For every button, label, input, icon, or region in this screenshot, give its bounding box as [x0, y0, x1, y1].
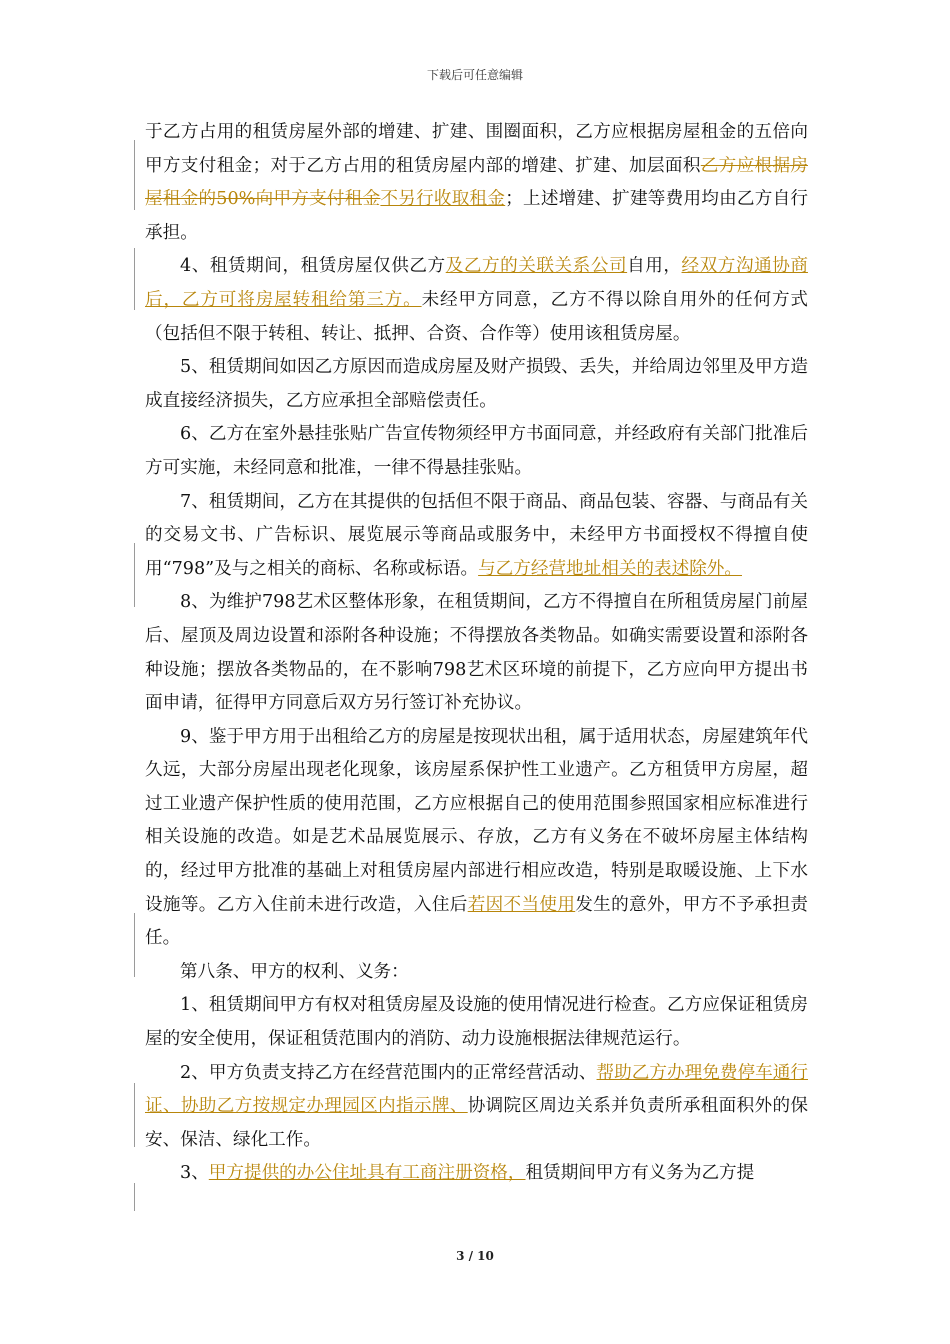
revision-bar — [134, 543, 135, 607]
inserted-text: 甲方提供的办公住址具有工商注册资格， — [208, 1163, 526, 1184]
revision-bar — [134, 140, 135, 210]
revision-bar — [134, 1083, 135, 1147]
inserted-text: 若因不当使用 — [467, 894, 576, 915]
revision-bar — [134, 1183, 135, 1211]
paragraph-continuation: 于乙方占用的租赁房屋外部的增建、扩建、围圈面积，乙方应根据房屋租金的五倍向甲方支付租金；对于乙方占用的租赁房屋内部的增建、扩建、加层面积乙方应根据房屋租金的50%向甲方支付租金不另行收取租金；上述增建、扩建等费用均由乙方自行承担。 — [145, 122, 808, 243]
inserted-text: 与乙方经营地址相关的表述除外。 — [478, 558, 742, 579]
inserted-text: 经双方沟通协商后，乙方可将房屋转租给第三方。 — [145, 256, 808, 310]
document-body — [145, 116, 808, 1191]
clause-9: 9、鉴于甲方用于出租给乙方的房屋是按现状出租，属于适用状态，房屋建筑年代久远，大部分房屋出现老化现象，该房屋系保护性工业遗产。乙方租赁甲方房屋，超过工业遗产保护性质的使用范围，乙方应根据自己的使用范围参照国家相应标准进行相关设施的改造。如是艺术品展览展示、存放，乙方有义务在不破坏房屋主体结构的，经过甲方批准的基础上对租赁房屋内部进行相应改造，特别是取暖设施、上下水设施等。乙方入住前未进行改造，入住后若因不当使用发生的意外，甲方不予承担责任。 — [145, 726, 808, 949]
inserted-text: 及乙方的关联关系公司 — [445, 256, 628, 277]
article-8-clause-2: 2、甲方负责支持乙方在经营范围内的正常经营活动、帮助乙方办理免费停车通行证、协助乙方按规定办理园区内指示牌、协调院区周边关系并负责所承租面积外的保安、保洁、绿化工作。 — [145, 1062, 808, 1150]
article-8-heading: 第八条、甲方的权利、义务： — [180, 961, 409, 982]
clause-7: 7、租赁期间，乙方在其提供的包括但不限于商品、商品包装、容器、与商品有关的交易文书、广告标识、展览展示等商品或服务中，未经甲方书面授权不得擅自使用“798”及与之相关的商标、名称或标语。与乙方经营地址相关的表述除外。 — [145, 491, 808, 579]
article-8-clause-1: 1、租赁期间甲方有权对租赁房屋及设施的使用情况进行检查。乙方应保证租赁房屋的安全使用，保证租赁范围内的消防、动力设施根据法律规范运行。 — [145, 995, 808, 1050]
revision-bar — [134, 913, 135, 977]
revision-bar — [134, 248, 135, 310]
clause-4: 4、租赁期间，租赁房屋仅供乙方及乙方的关联关系公司自用，经双方沟通协商后，乙方可将房屋转租给第三方。未经甲方同意，乙方不得以除自用外的任何方式（包括但不限于转租、转让、抵押、合资、合作等）使用该租赁房屋。 — [145, 256, 808, 344]
inserted-text: 不另行收取租金 — [380, 189, 506, 210]
page-number: 3 / 10 — [456, 1249, 494, 1263]
clause-5: 5、租赁期间如因乙方原因而造成房屋及财产损毁、丢失，并给周边邻里及甲方造成直接经济损失，乙方应承担全部赔偿责任。 — [145, 357, 808, 411]
clause-8: 8、为维护798艺术区整体形象，在租赁期间，乙方不得擅自在所租赁房屋门前屋后、屋顶及周边设置和添附各种设施；不得摆放各类物品。如确实需要设置和添附各种设施；摆放各类物品的，在不影响798艺术区环境的前提下，乙方应向甲方提出书面申请，征得甲方同意后双方另行签订补充协议。 — [145, 592, 808, 714]
inserted-text: 帮助乙方办理免费停车通行证、协助乙方按规定办理园区内指示牌、 — [145, 1062, 808, 1117]
deleted-text: 乙方应根据房屋租金的50%向甲方支付租金 — [145, 155, 808, 210]
clause-6: 6、乙方在室外悬挂张贴广告宣传物须经甲方书面同意，并经政府有关部门批准后方可实施，未经同意和批准，一律不得悬挂张贴。 — [145, 424, 808, 478]
article-8-clause-3: 3、甲方提供的办公住址具有工商注册资格，租赁期间甲方有义务为乙方提 — [180, 1163, 755, 1184]
page-header: 下载后可任意编辑 — [426, 68, 523, 82]
